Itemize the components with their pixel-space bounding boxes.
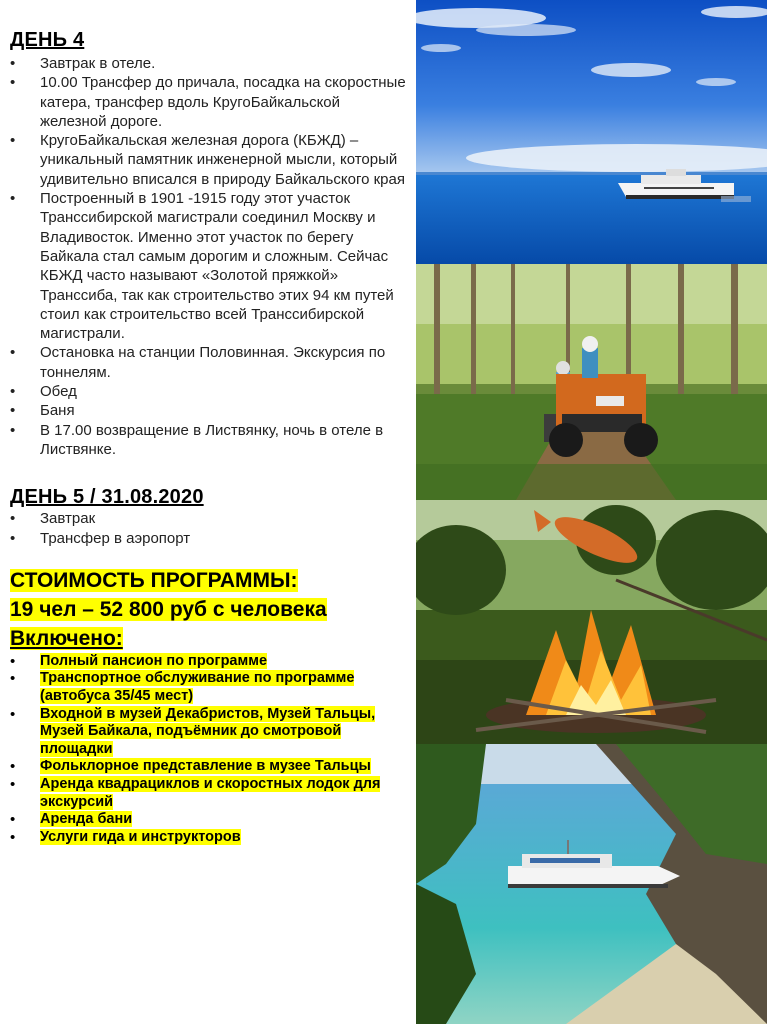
price-heading: СТОИМОСТЬ ПРОГРАММЫ: bbox=[10, 568, 298, 592]
photo-column bbox=[416, 0, 767, 1024]
list-item: • 10.00 Трансфер до причала, посадка на скоростные катера, трансфер вдоль КругоБайкальской железной дороге. bbox=[10, 73, 410, 131]
program-text bbox=[10, 28, 410, 846]
list-item: • Транспортное обслуживание по программе (автобуса 35/45 мест) bbox=[10, 670, 410, 705]
day5-title: ДЕНЬ 5 / 31.08.2020 bbox=[10, 486, 204, 509]
atv-forest-photo bbox=[416, 264, 767, 500]
list-item: • КругоБайкальская железная дорога (КБЖД) – уникальный памятник инженерной мысли, который удивительно вписался в природу Байкальского края bbox=[10, 131, 410, 189]
list-item: • Обед bbox=[10, 382, 410, 401]
list-item: • Аренда квадрациклов и скоростных лодок для экскурсий bbox=[10, 776, 410, 811]
price-section bbox=[10, 566, 410, 847]
list-item: • Услуги гида и инструкторов bbox=[10, 829, 410, 847]
list-item: • Трансфер в аэропорт bbox=[10, 529, 410, 548]
list-item: • Завтрак bbox=[10, 509, 410, 528]
campfire-fish-photo bbox=[416, 500, 767, 744]
day4-title: ДЕНЬ 4 bbox=[10, 29, 85, 51]
bay-boat-photo bbox=[416, 744, 767, 1024]
list-item: • Завтрак в отеле. bbox=[10, 54, 410, 73]
lake-boat-photo bbox=[416, 0, 767, 264]
included-label: Включено: bbox=[10, 626, 123, 650]
price-line: 19 чел – 52 800 руб с человека bbox=[10, 597, 327, 621]
day4-list bbox=[10, 54, 410, 459]
list-item: • Построенный в 1901 -1915 году этот участок Транссибирской магистрали соединил Москву и Владивосток. Именно этот участок по берегу Байкала стал самым дорогим и сложным. Сейчас КБЖД часто называют «Золотой пряжкой» Транссиба, так как строительство этих 94 км путей стоил как строительство всей Транссибирской магистрали. bbox=[10, 189, 410, 343]
list-item: • Остановка на станции Половинная. Экскурсия по тоннелям. bbox=[10, 343, 410, 382]
list-item: • Входной в музей Декабристов, Музей Тальцы, Музей Байкала, подъёмник до смотровой площадки bbox=[10, 706, 410, 759]
list-item: • Фольклорное представление в музее Тальцы bbox=[10, 758, 410, 776]
list-item: • Полный пансион по программе bbox=[10, 653, 410, 671]
list-item: • Аренда бани bbox=[10, 811, 410, 829]
list-item: • Баня bbox=[10, 401, 410, 420]
day5-list bbox=[10, 509, 410, 548]
included-list bbox=[10, 653, 410, 847]
list-item: • В 17.00 возвращение в Листвянку, ночь в отеле в Листвянке. bbox=[10, 421, 410, 460]
